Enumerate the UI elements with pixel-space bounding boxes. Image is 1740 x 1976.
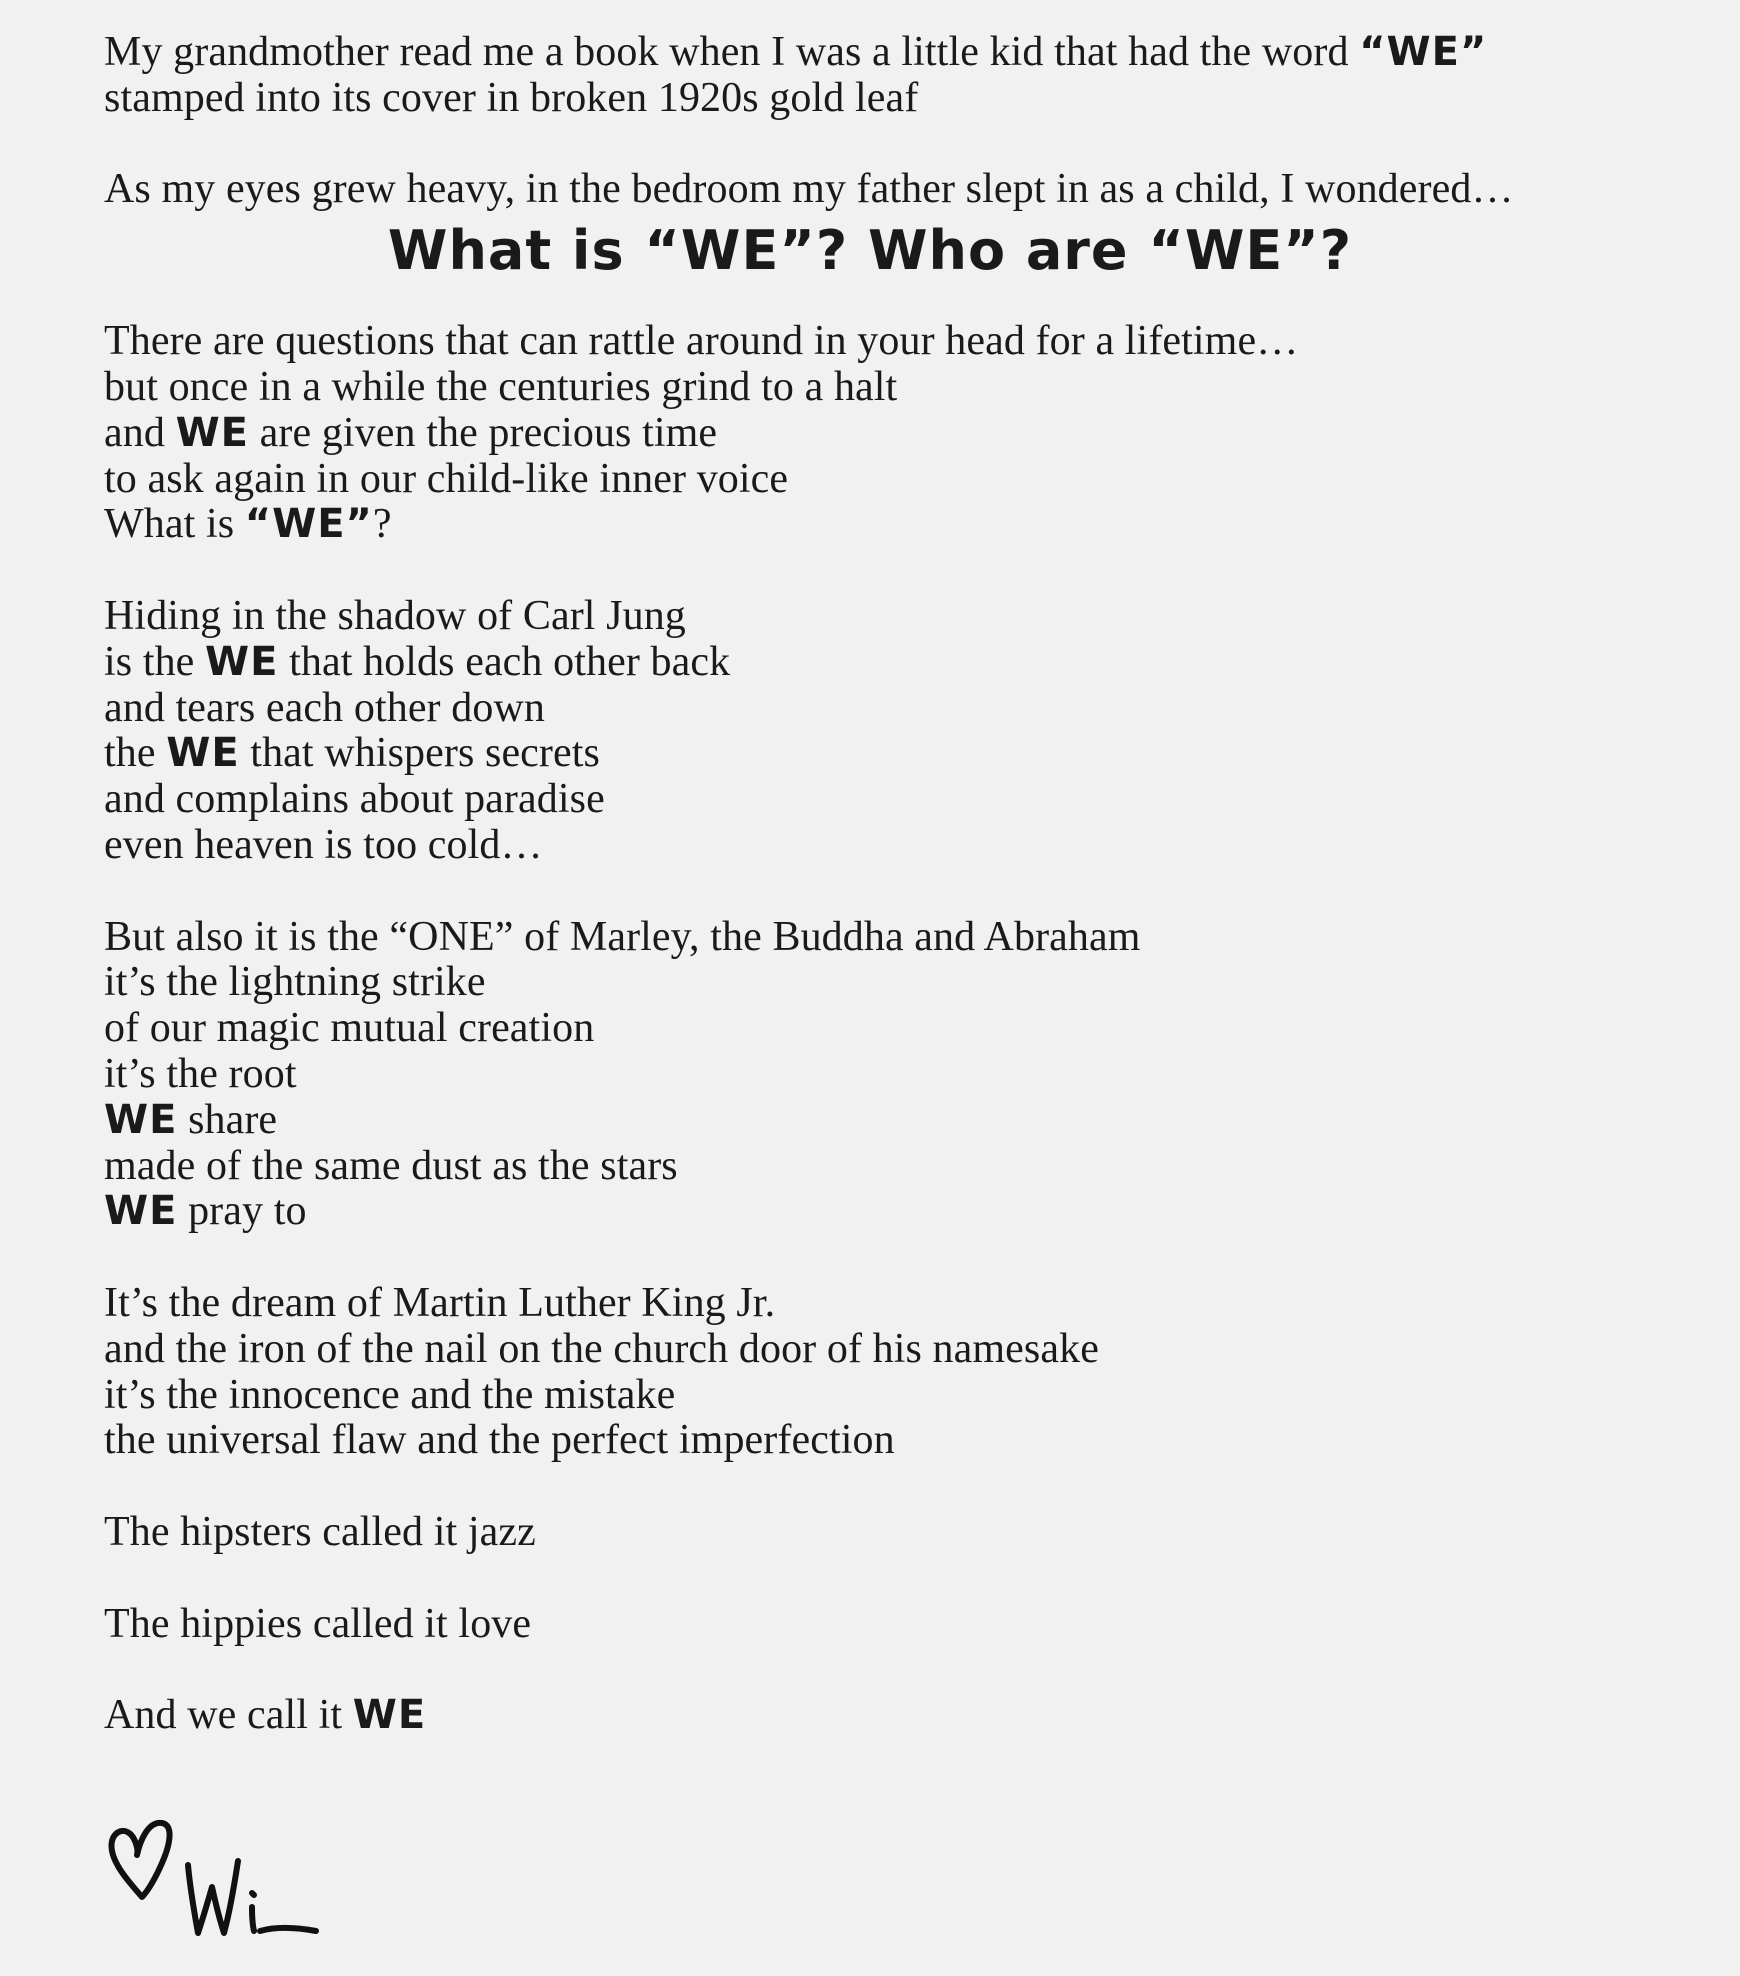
stanza-1-line-2: but once in a while the centuries grind to a halt <box>104 363 898 410</box>
stanza-2-line-4-pre: the <box>104 730 156 777</box>
stanza-1-line-3-post: are given the precious time <box>259 409 718 456</box>
stanza-2-line-4-post: that whispers secrets <box>250 730 600 777</box>
stanza-3-line-5-post: share <box>188 1096 278 1143</box>
we-emphasis: “WE” <box>244 501 373 548</box>
closing-line <box>104 1693 1664 1739</box>
page-heading: What is “WE”? Who are “WE”? <box>387 219 1353 283</box>
stanza-4-line-2: and the iron of the nail on the church door of his namesake <box>104 1325 1099 1372</box>
stanza-1 <box>104 319 1664 548</box>
wonder-stanza <box>104 167 1664 213</box>
we-emphasis: WE <box>352 1692 427 1739</box>
stanza-4-line-3: it’s the innocence and the mistake <box>104 1371 676 1418</box>
wonder-line: As my eyes grew heavy, in the bedroom my father slept in as a child, I wondered… <box>104 166 1514 213</box>
stanza-2-line-4 <box>104 731 1664 777</box>
stanza-2-line-1: Hiding in the shadow of Carl Jung <box>104 592 686 639</box>
letter-body <box>104 30 1664 1785</box>
stanza-3-line-5 <box>104 1098 1664 1144</box>
stanza-2-line-3: and tears each other down <box>104 684 545 731</box>
stanza-3-line-7 <box>104 1189 1664 1235</box>
we-emphasis: WE <box>175 409 250 456</box>
signature-initials <box>188 1861 316 1933</box>
stanza-3-line-2: it’s the lightning strike <box>104 959 486 1006</box>
stanza-2-line-2 <box>104 640 1664 686</box>
hippies-line: The hippies called it love <box>104 1600 532 1647</box>
stanza-1-line-4: to ask again in our child-like inner voice <box>104 455 789 502</box>
stanza-4-line-1: It’s the dream of Martin Luther King Jr. <box>104 1279 776 1326</box>
intro-line-2: stamped into its cover in broken 1920s gold leaf <box>104 74 919 121</box>
stanza-2 <box>104 594 1664 869</box>
stanza-3-line-1: But also it is the “ONE” of Marley, the Buddha and Abraham <box>104 913 1141 960</box>
stanza-2-line-5: and complains about paradise <box>104 776 605 823</box>
we-emphasis: WE <box>104 1188 178 1235</box>
intro-line-1 <box>104 30 1664 76</box>
stanza-3-line-7-post: pray to <box>188 1188 307 1235</box>
stanza-3 <box>104 915 1664 1236</box>
stanza-1-line-5-post: ? <box>372 501 392 548</box>
stanza-2-line-2-post: that holds each other back <box>289 638 731 685</box>
hippies-stanza <box>104 1602 1664 1648</box>
stanza-2-line-6: even heaven is too cold… <box>104 821 543 868</box>
stanza-4-line-4: the universal flaw and the perfect imperfection <box>104 1417 895 1464</box>
stanza-2-line-2-pre: is the <box>104 638 195 685</box>
intro-stanza <box>104 30 1664 122</box>
hipsters-stanza <box>104 1510 1664 1556</box>
we-emphasis: WE <box>205 638 279 685</box>
stanza-1-line-5-pre: What is <box>104 501 235 548</box>
hipsters-line: The hipsters called it jazz <box>104 1508 536 1555</box>
stanza-1-line-3 <box>104 411 1664 457</box>
heart-icon <box>111 1823 169 1897</box>
handwritten-signature <box>104 1815 344 1955</box>
we-emphasis: WE <box>104 1096 178 1143</box>
stanza-3-line-4: it’s the root <box>104 1050 297 1097</box>
stanza-3-line-6: made of the same dust as the stars <box>104 1142 678 1189</box>
stanza-1-line-3-pre: and <box>104 409 165 456</box>
stanza-1-line-1: There are questions that can rattle around in your head for a lifetime… <box>104 318 1299 365</box>
stanza-4 <box>104 1281 1664 1464</box>
we-emphasis: “WE” <box>1359 29 1488 75</box>
intro-line-1-text: My grandmother read me a book when I was a little kid that had the word <box>104 29 1349 75</box>
we-emphasis: WE <box>166 730 240 777</box>
stanza-3-line-3: of our magic mutual creation <box>104 1005 595 1052</box>
closing-line-pre: And we call it <box>104 1692 343 1739</box>
stanza-1-line-5 <box>104 502 1664 548</box>
closing-stanza <box>104 1693 1664 1739</box>
